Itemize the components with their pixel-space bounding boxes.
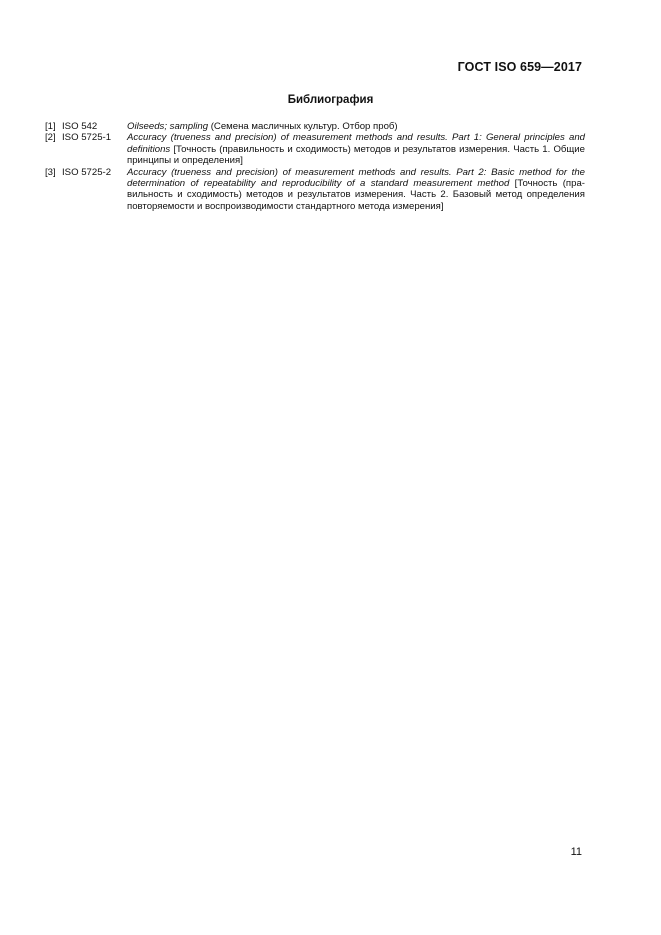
entry-text	[127, 167, 585, 213]
bibliography-entry	[45, 167, 585, 213]
entry-standard-code: ISO 5725-1	[62, 132, 112, 144]
entry-text	[127, 132, 585, 166]
entry-standard-code: ISO 5725-2	[62, 166, 112, 178]
entry-title-en: Oilseeds; sampling	[127, 121, 209, 132]
entry-standard-code: ISO 542	[62, 121, 98, 132]
entry-title-ru: [Точность (правильность и сходимость) методов и результатов измерения. Часть 2. Базовый метод определения повторяемости и воспроизводимости стандартного метода измерения]	[127, 178, 585, 212]
entry-text	[127, 121, 585, 132]
bibliography-entry	[45, 132, 585, 166]
bibliography-list	[45, 121, 585, 212]
entry-title-ru: (Семена масличных культур. Отбор проб)	[208, 121, 398, 132]
entry-title-en: Accuracy (trueness and precision) of measurement methods and results. Part 1: General principles and definitions	[127, 132, 585, 155]
page-number: 11	[570, 846, 582, 858]
entry-title-ru: [Точность (правильность и сходимость) методов и результатов измерения. Часть 1. Общие принципы и определения]	[127, 143, 585, 167]
document-code: ГОСТ ISO 659—2017	[457, 60, 582, 74]
entry-number: [3]	[45, 166, 56, 178]
entry-number: [2]	[45, 132, 56, 144]
entry-number: [1]	[45, 121, 56, 132]
page-title: Библиография	[287, 94, 374, 106]
entry-title-en: Accuracy (trueness and precision) of measurement methods and results. Part 2: Basic method for the determination of repeatability and reproducibility of a standard measurement method	[127, 166, 585, 190]
bibliography-entry	[45, 121, 585, 132]
